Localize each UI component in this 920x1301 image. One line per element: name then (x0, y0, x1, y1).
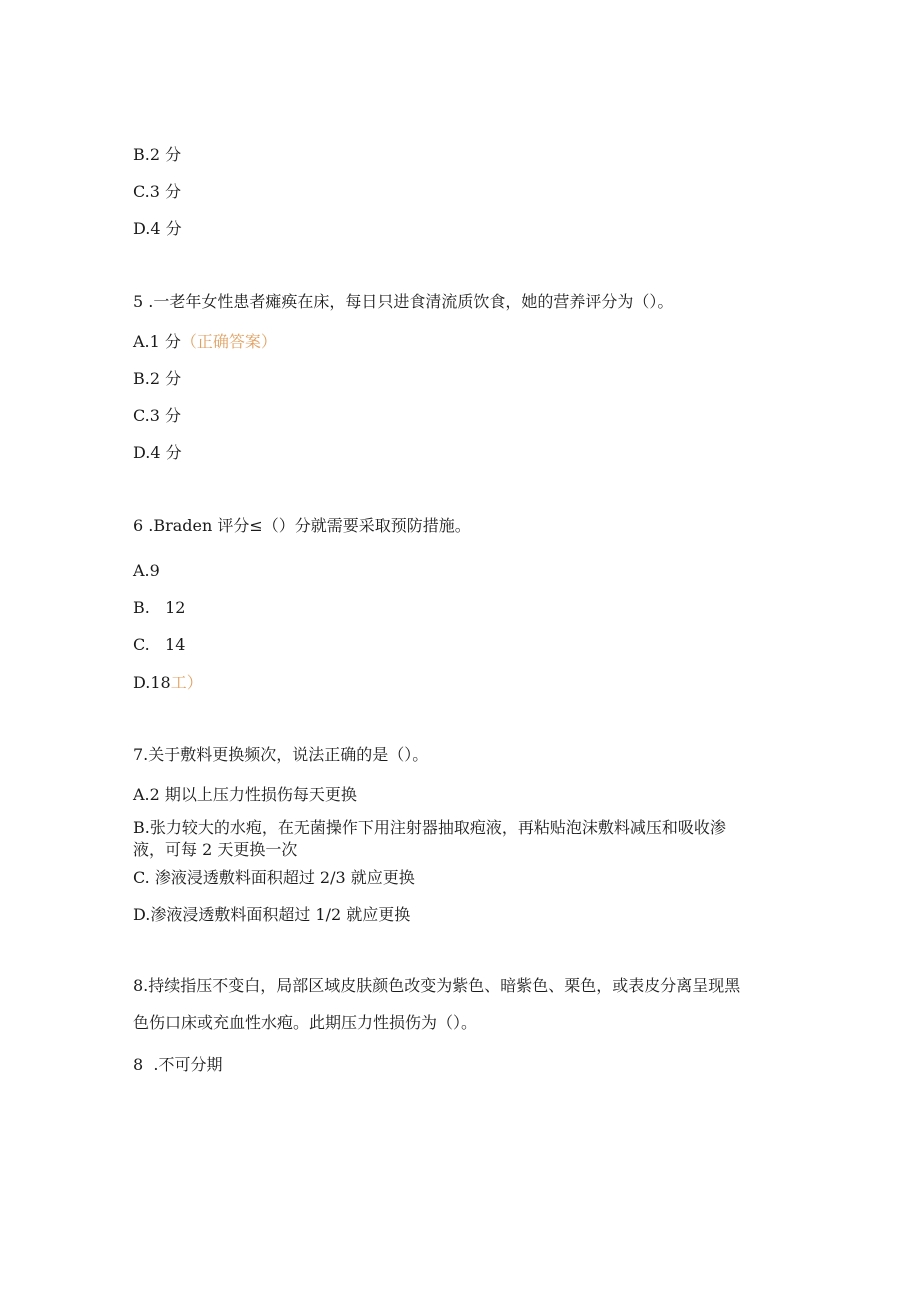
q5-correct-answer-note: （正确答案） (180, 332, 277, 351)
q7-stem: 7.关于敷料更换频次，说法正确的是（）。 (133, 745, 429, 764)
q7-option-c: C. 渗液浸透敷料面积超过 2/3 就应更换 (133, 868, 415, 887)
q6-option-c: C. 14 (133, 635, 186, 654)
q5-option-a (133, 332, 277, 352)
q8-stem-line-1: 8.持续指压不变白，局部区域皮肤颜色改变为紫色、暗紫色、栗色，或表皮分离呈现黑 (133, 976, 741, 995)
q8-stem-line-2: 色伤口床或充血性水疱。此期压力性损伤为（）。 (133, 1013, 478, 1032)
q7-option-d: D.渗液浸透敷料面积超过 1/2 就应更换 (133, 905, 411, 924)
q6-option-d (133, 673, 203, 693)
q5-option-b: B.2 分 (133, 369, 182, 388)
q7-option-b-line-2: 液，可每 2 天更换一次 (133, 840, 298, 859)
q4-option-b: B.2 分 (133, 145, 182, 164)
q6-answer-note: 工） (170, 673, 203, 692)
q8-option-a: 8 .不可分期 (133, 1055, 223, 1074)
q6-stem: 6 .Braden 评分≤（）分就需要采取预防措施。 (133, 516, 471, 535)
q4-option-c: C.3 分 (133, 182, 182, 201)
q7-option-b-line-1: B.张力较大的水疱，在无菌操作下用注射器抽取疱液，再粘贴泡沫敷料减压和吸收渗 (133, 818, 726, 837)
q5-stem: 5 .一老年女性患者瘫痪在床，每日只进食清流质饮食，她的营养评分为（）。 (133, 292, 674, 311)
q7-option-a: A.2 期以上压力性损伤每天更换 (133, 785, 357, 804)
q4-option-d: D.4 分 (133, 219, 182, 238)
q6-option-b: B. 12 (133, 598, 186, 617)
q5-option-c: C.3 分 (133, 406, 182, 425)
q6-option-d-text: D.18 (133, 673, 171, 692)
q5-option-a-text: A.1 分 (133, 332, 181, 351)
q5-option-d: D.4 分 (133, 443, 182, 462)
q6-option-a: A.9 (133, 561, 160, 580)
